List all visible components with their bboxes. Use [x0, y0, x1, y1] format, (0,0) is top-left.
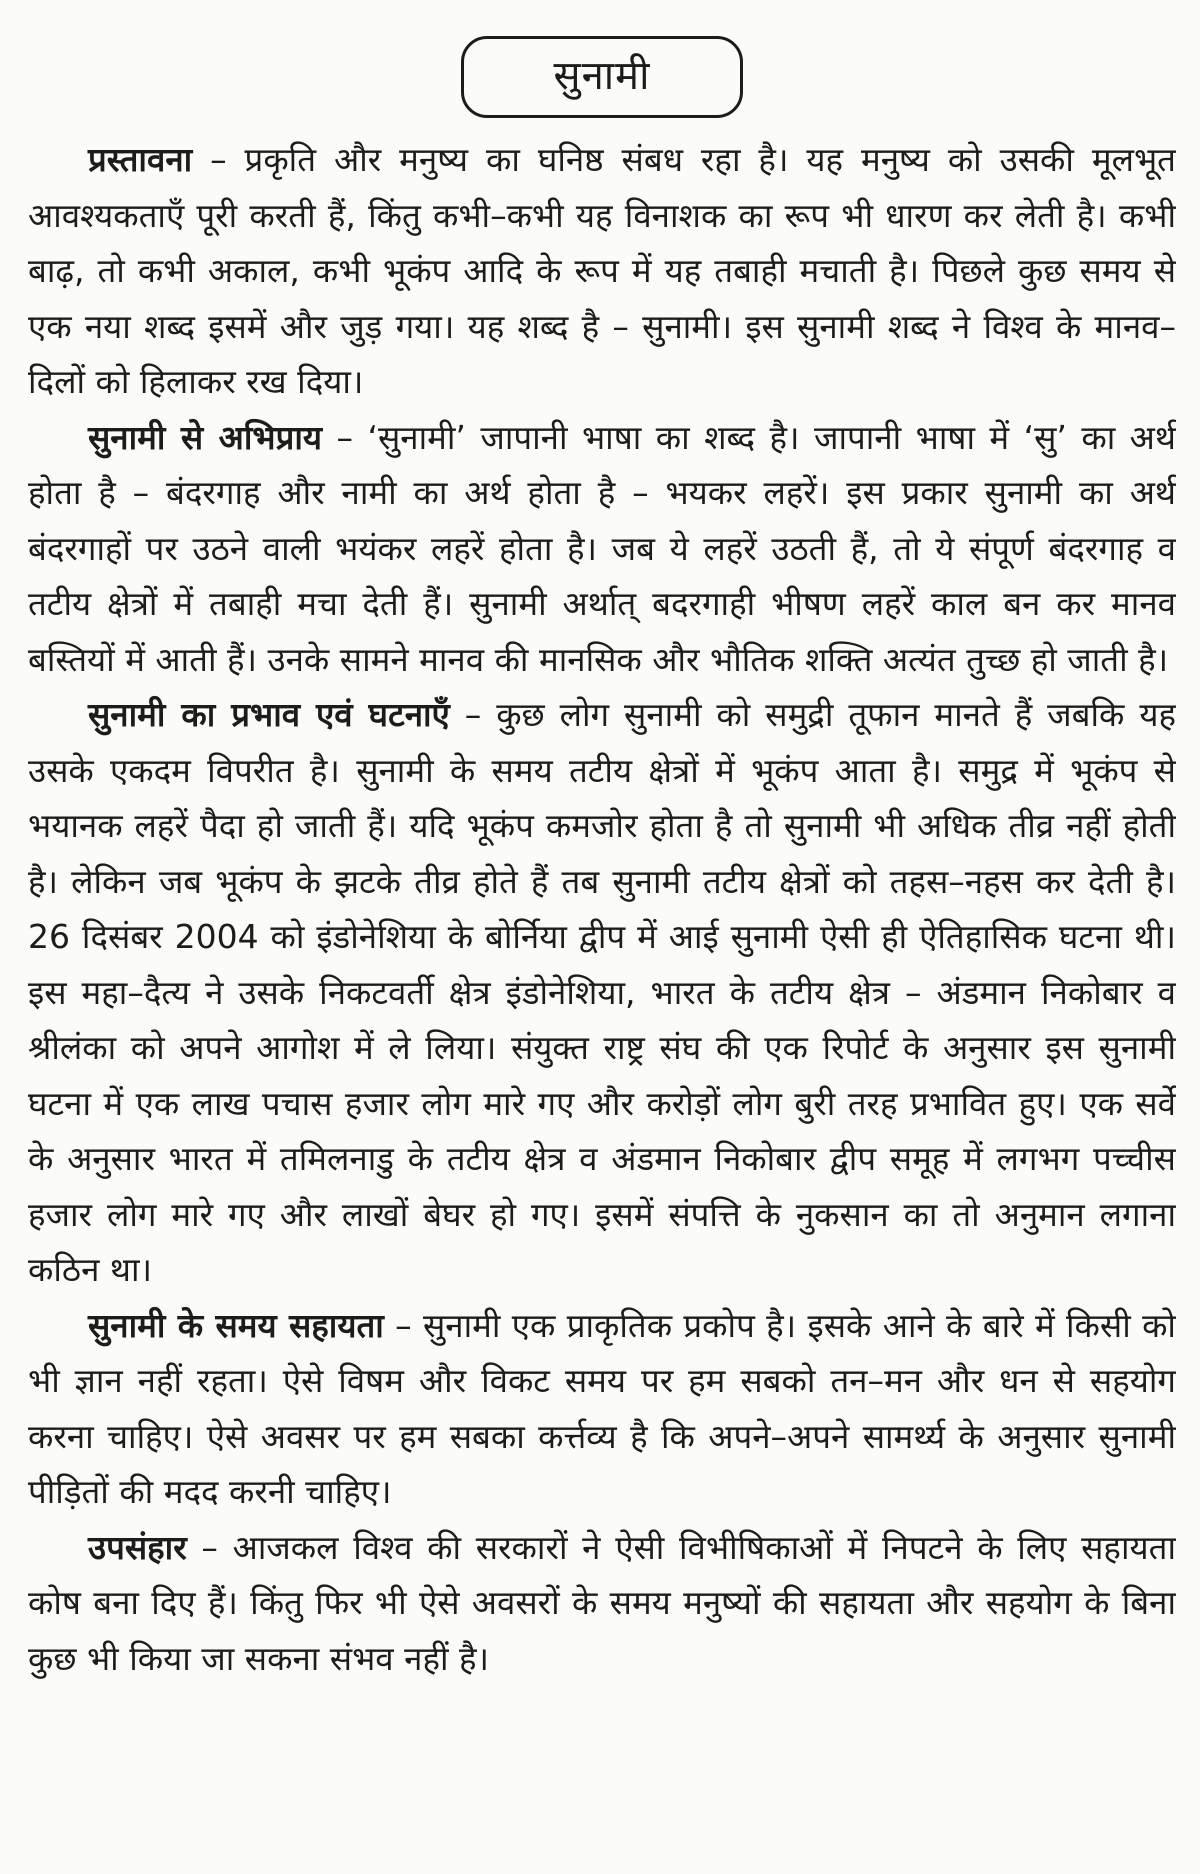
section-body: – कुछ लोग सुनामी को समुद्री तूफान मानते हैं जबकि यह उसके एकदम विपरीत है। सुनामी के समय तटीय क्षेत्रों में भूकंप आता है। समुद्र में भूकंप से भयानक लहरें पैदा हो जाती हैं। यदि भूकंप कमजोर होता है तो सुनामी भी अधिक तीव्र नहीं होती है। लेकिन जब भूकंप के झटके तीव्र होते हैं तब सुनामी तटीय क्षेत्रों को तहस–नहस कर देती है। 26 दिसंबर 2004 को इंडोनेशिया के बोर्निया द्वीप में आई सुनामी ऐसी ही ऐतिहासिक घटना थी। इस महा–दैत्य ने उसके निकटवर्ती क्षेत्र इंडोनेशिया, भारत के तटीय क्षेत्र – अंडमान निकोबार व श्रीलंका को अपने आगोश में ले लिया। संयुक्त राष्ट्र संघ की एक रिपोर्ट के अनुसार इस सुनामी घटना में एक लाख पचास हजार लोग मारे गए और करोड़ों लोग बुरी तरह प्रभावित हुए। एक सर्वे के अनुसार भारत में तमिलनाडु के तटीय क्षेत्र व अंडमान निकोबार द्वीप समूह में लगभग पच्चीस हजार लोग मारे गए और लाखों बेघर हो गए। इसमें संपत्ति के नुकसान का तो अनुमान लगाना कठिन था।: [28, 695, 1176, 1289]
section-heading: सुनामी का प्रभाव एवं घटनाएँ: [88, 695, 450, 734]
section-heading: सुनामी से अभिप्राय: [88, 417, 323, 457]
section-help: [28, 1298, 1176, 1520]
section-heading: प्रस्तावना: [88, 140, 193, 179]
section-introduction: [28, 132, 1176, 410]
essay-page: [28, 36, 1176, 1846]
section-conclusion: [28, 1520, 1176, 1687]
section-effects-events: [28, 687, 1176, 1298]
essay-title: सुनामी: [461, 36, 744, 118]
title-area: [28, 36, 1176, 118]
section-heading: सुनामी के समय सहायता: [88, 1305, 384, 1345]
section-heading: उपसंहार: [88, 1527, 187, 1567]
section-body: – ‘सुनामी’ जापानी भाषा का शब्द है। जापानी भाषा में ‘सु’ का अर्थ होता है – बंदरगाह और नामी का अर्थ होता है – भयकर लहरें। इस प्रकार सुनामी का अर्थ बंदरगाहों पर उठने वाली भयंकर लहरें होता है। जब ये लहरें उठती हैं, तो ये संपूर्ण बंदरगाह व तटीय क्षेत्रों में तबाही मचा देती हैं। सुनामी अर्थात् बदरगाही भीषण लहरें काल बन कर मानव बस्तियों में आती हैं। उनके सामने मानव की मानसिक और भौतिक शक्ति अत्यंत तुच्छ हो जाती है।: [28, 417, 1176, 679]
section-meaning: [28, 410, 1176, 688]
section-body: – प्रकृति और मनुष्य का घनिष्ठ संबध रहा है। यह मनुष्य को उसकी मूलभूत आवश्यकताएँ पूरी करती हैं, किंतु कभी–कभी यह विनाशक का रूप भी धारण कर लेती है। कभी बाढ़, तो कभी अकाल, कभी भूकंप आदि के रूप में यह तबाही मचाती है। पिछले कुछ समय से एक नया शब्द इसमें और जुड़ गया। यह शब्द है – सुनामी। इस सुनामी शब्द ने विश्व के मानव–दिलों को हिलाकर रख दिया।: [28, 140, 1176, 401]
section-body: – आजकल विश्व की सरकारों ने ऐसी विभीषिकाओं में निपटने के लिए सहायता कोष बना दिए हैं। किंतु फिर भी ऐसे अवसरों के समय मनुष्यों की सहायता और सहयोग के बिना कुछ भी किया जा सकना संभव नहीं है।: [28, 1527, 1176, 1678]
section-body: – सुनामी एक प्राकृतिक प्रकोप है। इसके आने के बारे में किसी को भी ज्ञान नहीं रहता। ऐसे विषम और विकट समय पर हम सबको तन–मन और धन से सहयोग करना चाहिए। ऐसे अवसर पर हम सबका कर्त्तव्य है कि अपने–अपने सामर्थ्य के अनुसार सुनामी पीड़ितों की मदद करनी चाहिए।: [28, 1305, 1176, 1511]
